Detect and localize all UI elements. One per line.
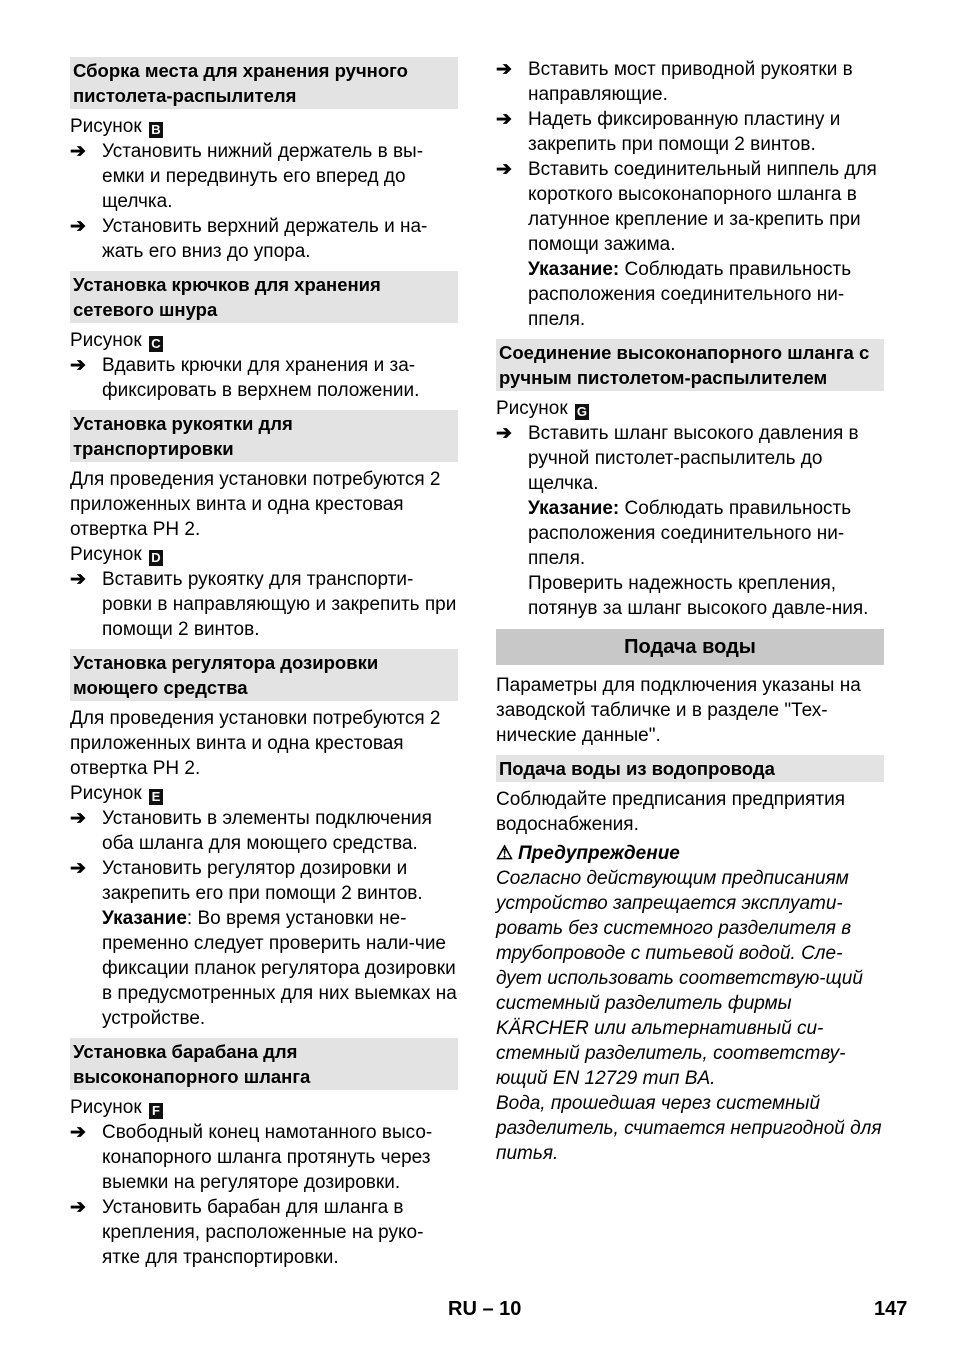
arrow-icon: ➔ — [70, 1122, 86, 1143]
figure-reference: Рисунок C — [70, 328, 458, 353]
list-item: ➔ Установить нижний держатель в вы-емки и передвинуть его вперед до щелчка. — [70, 141, 424, 212]
section-title: Подача воды из водопровода — [496, 755, 884, 782]
section-transport-handle — [70, 410, 458, 642]
figure-reference: Рисунок F — [70, 1095, 458, 1120]
section-intro: Для проведения установки потребуются 2 приложенных винта и одна крестовая отвертка PH 2. — [70, 469, 441, 540]
section-title: Установка барабана для высоконапорного шланга — [70, 1038, 458, 1090]
section-hose-drum — [70, 1038, 458, 1270]
footer-page-number: 147 — [874, 1298, 908, 1320]
arrow-icon: ➔ — [70, 569, 86, 590]
footer-section-number: RU – 10 — [448, 1298, 522, 1320]
right-column — [496, 57, 884, 1173]
figure-reference: Рисунок B — [70, 114, 458, 139]
list-item: ➔ Установить в элементы подключения оба шланга для моющего средства. — [70, 808, 432, 854]
arrow-icon: ➔ — [496, 423, 512, 444]
section-title: Установка рукоятки для транспортировки — [70, 410, 458, 462]
list-item: ➔ Установить барабан для шланга в крепления, расположенные на руко-ятке для транспортировки. — [70, 1197, 424, 1268]
section-handgun-storage — [70, 57, 458, 264]
section-title: Соединение высоконапорного шланга с ручным пистолетом-распылителем — [496, 339, 884, 391]
section-cable-hooks — [70, 271, 458, 403]
warning-text: Согласно действующим предписаниям устройство запрещается эксплуати-ровать без системного разделителя в трубопроводе с питьевой водой. Сле-дует использовать соответствую-щий системный разделитель фирмы KÄRCHER или альтернативный си-стемный разделитель, соответству-ющий EN 12729 тип BA. — [496, 868, 863, 1089]
figure-letter-icon: C — [149, 336, 163, 352]
warning-text-2: Вода, прошедшая через системный разделитель, считается непригодной для питья. — [496, 1093, 882, 1164]
figure-letter-icon: G — [576, 404, 588, 419]
note: Указание: Соблюдать правильность расположения соединительного ни-ппеля. — [528, 259, 852, 330]
chapter-title: Подача воды — [496, 629, 884, 665]
note: Указание: Во время установки не-пременно следует проверить нали-чие фиксации планок регулятора дозировки в предусмотренных для них выемках на устройстве. — [102, 908, 457, 1029]
section-intro: Для проведения установки потребуются 2 приложенных винта и одна крестовая отвертка PH 2. — [70, 708, 441, 779]
arrow-icon: ➔ — [70, 355, 86, 376]
figure-letter-icon: B — [149, 122, 163, 138]
arrow-icon: ➔ — [70, 858, 86, 879]
section-title: Установка крючков для хранения сетевого шнура — [70, 271, 458, 323]
section-intro: Параметры для подключения указаны на заводской табличке и в разделе "Тех-нические данные". — [496, 675, 861, 746]
figure-reference: Рисунок E — [70, 781, 458, 806]
arrow-icon: ➔ — [496, 59, 512, 80]
section-mains-water — [496, 755, 884, 1166]
section-water-supply — [496, 629, 884, 748]
list-item: ➔ Установить верхний держатель и на-жать его вниз до упора. — [70, 216, 428, 262]
arrow-icon: ➔ — [70, 808, 86, 829]
list-item: ➔ Вдавить крючки для хранения и за-фиксировать в верхнем положении. — [70, 355, 420, 401]
figure-letter-icon: E — [149, 789, 163, 805]
figure-reference: Рисунок G — [496, 398, 588, 419]
arrow-icon: ➔ — [496, 109, 512, 130]
warning-icon: ⚠ — [496, 843, 514, 864]
section-hose-to-gun — [496, 339, 884, 621]
left-column — [70, 57, 458, 1277]
warning-title: ⚠ Предупреждение — [496, 843, 680, 864]
arrow-icon: ➔ — [70, 141, 86, 162]
list-item: ➔ Вставить шланг высокого давления в ручной пистолет-распылитель до щелчка. — [496, 423, 859, 494]
list-item: ➔ Вставить рукоятку для транспорти-ровки в направляющую и закрепить при помощи 2 винтов. — [70, 569, 457, 640]
section-intro: Соблюдайте предписания предприятия водоснабжения. — [496, 789, 846, 835]
list-item: ➔ Установить регулятор дозировки и закрепить его при помощи 2 винтов. — [70, 858, 423, 904]
figure-letter-icon: D — [149, 550, 163, 566]
figure-letter-icon: F — [149, 1103, 163, 1119]
check-text: Проверить надежность крепления, потянув за шланг высокого давле-ния. — [528, 573, 869, 619]
list-item: ➔ Вставить мост приводной рукоятки в направляющие. — [496, 59, 853, 105]
section-title: Установка регулятора дозировки моющего средства — [70, 649, 458, 701]
section-continued — [496, 57, 884, 332]
figure-reference: Рисунок D — [70, 542, 458, 567]
arrow-icon: ➔ — [496, 159, 512, 180]
list-item: ➔ Свободный конец намотанного высо-конапорного шланга протянуть через выемки на регуляторе дозировки. — [70, 1122, 433, 1193]
list-item: ➔ Вставить соединительный ниппель для короткого высоконапорного шланга в латунное крепление и за-крепить при помощи зажима. — [496, 159, 877, 255]
list-item: ➔ Надеть фиксированную пластину и закрепить при помощи 2 винтов. — [496, 109, 841, 155]
arrow-icon: ➔ — [70, 216, 86, 237]
section-title: Сборка места для хранения ручного пистолета-распылителя — [70, 57, 458, 109]
note: Указание: Соблюдать правильность расположения соединительного ни-ппеля. — [528, 498, 852, 569]
arrow-icon: ➔ — [70, 1197, 86, 1218]
section-detergent-regulator — [70, 649, 458, 1031]
